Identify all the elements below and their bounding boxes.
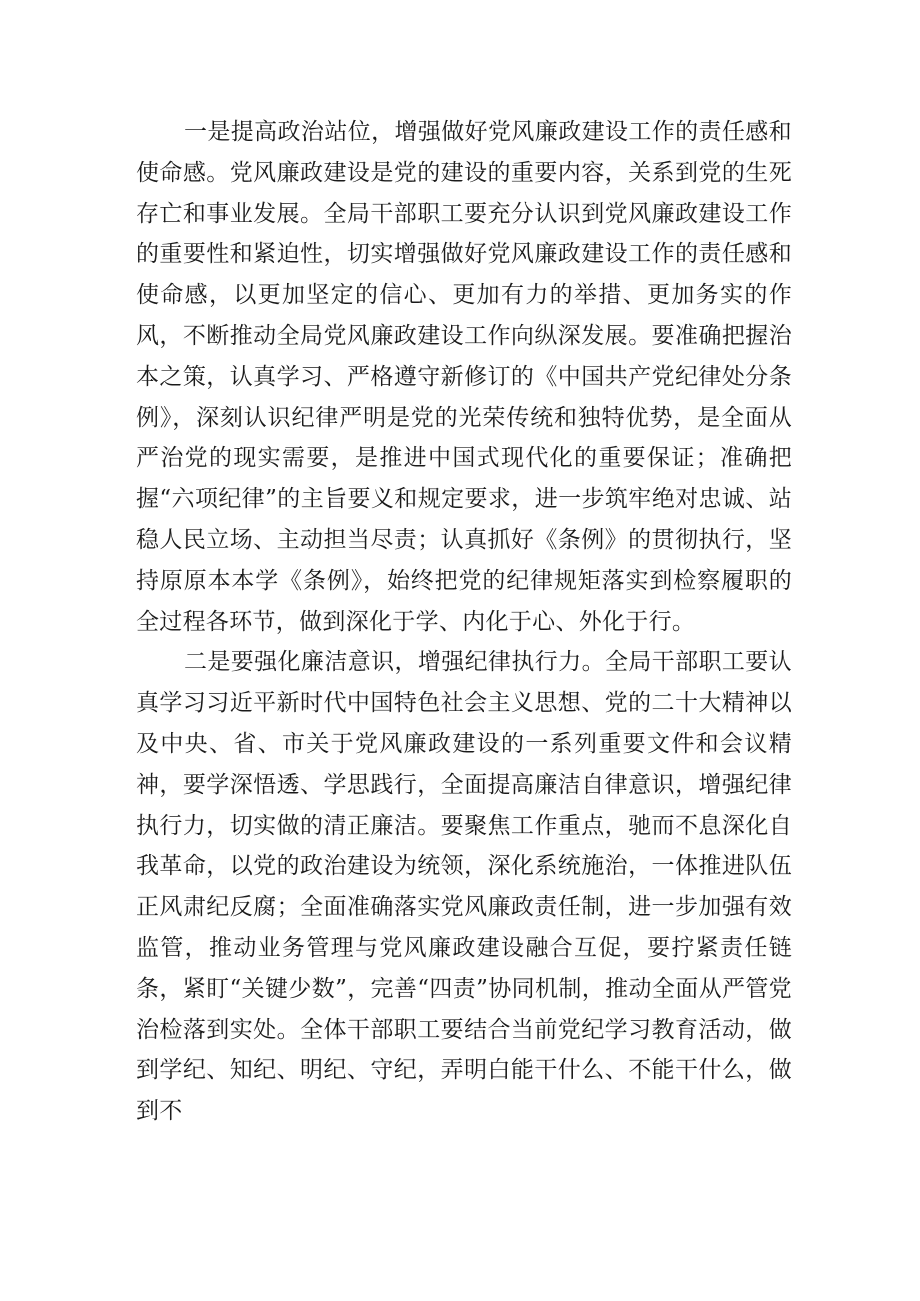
document-body xyxy=(136,112,792,1132)
paragraph-1: 一是提高政治站位，增强做好党风廉政建设工作的责任感和使命感。党风廉政建设是党的建设的重要内容，关系到党的生死存亡和事业发展。全局干部职工要充分认识到党风廉政建设工作的重要性和紧迫性，切实增强做好党风廉政建设工作的责任感和使命感，以更加坚定的信心、更加有力的举措、更加务实的作风，不断推动全局党风廉政建设工作向纵深发展。要准确把握治本之策，认真学习、严格遵守新修订的《中国共产党纪律处分条例》，深刻认识纪律严明是党的光荣传统和独特优势，是全面从严治党的现实需要，是推进中国式现代化的重要保证；准确把握“六项纪律”的主旨要义和规定要求，进一步筑牢绝对忠诚、站稳人民立场、主动担当尽责；认真抓好《条例》的贯彻执行，坚持原原本本学《条例》，始终把党的纪律规矩落实到检察履职的全过程各环节，做到深化于学、内化于心、外化于行。 xyxy=(136,119,792,635)
paragraph-2: 二是要强化廉洁意识，增强纪律执行力。全局干部职工要认真学习习近平新时代中国特色社会主义思想、党的二十大精神以及中央、省、市关于党风廉政建设的一系列重要文件和会议精神，要学深悟透、学思践行，全面提高廉洁自律意识，增强纪律执行力，切实做的清正廉洁。要聚焦工作重点，驰而不息深化自我革命，以党的政治建设为统领，深化系统施治，一体推进队伍正风肃纪反腐；全面准确落实党风廉政责任制，进一步加强有效监管，推动业务管理与党风廉政建设融合互促，要拧紧责任链条，紧盯“关键少数”，完善“四责”协同机制，推动全面从严管党治检落到实处。全体干部职工要结合当前党纪学习教育活动，做到学纪、知纪、明纪、守纪，弄明白能干什么、不能干什么，做到不 xyxy=(136,649,792,1125)
